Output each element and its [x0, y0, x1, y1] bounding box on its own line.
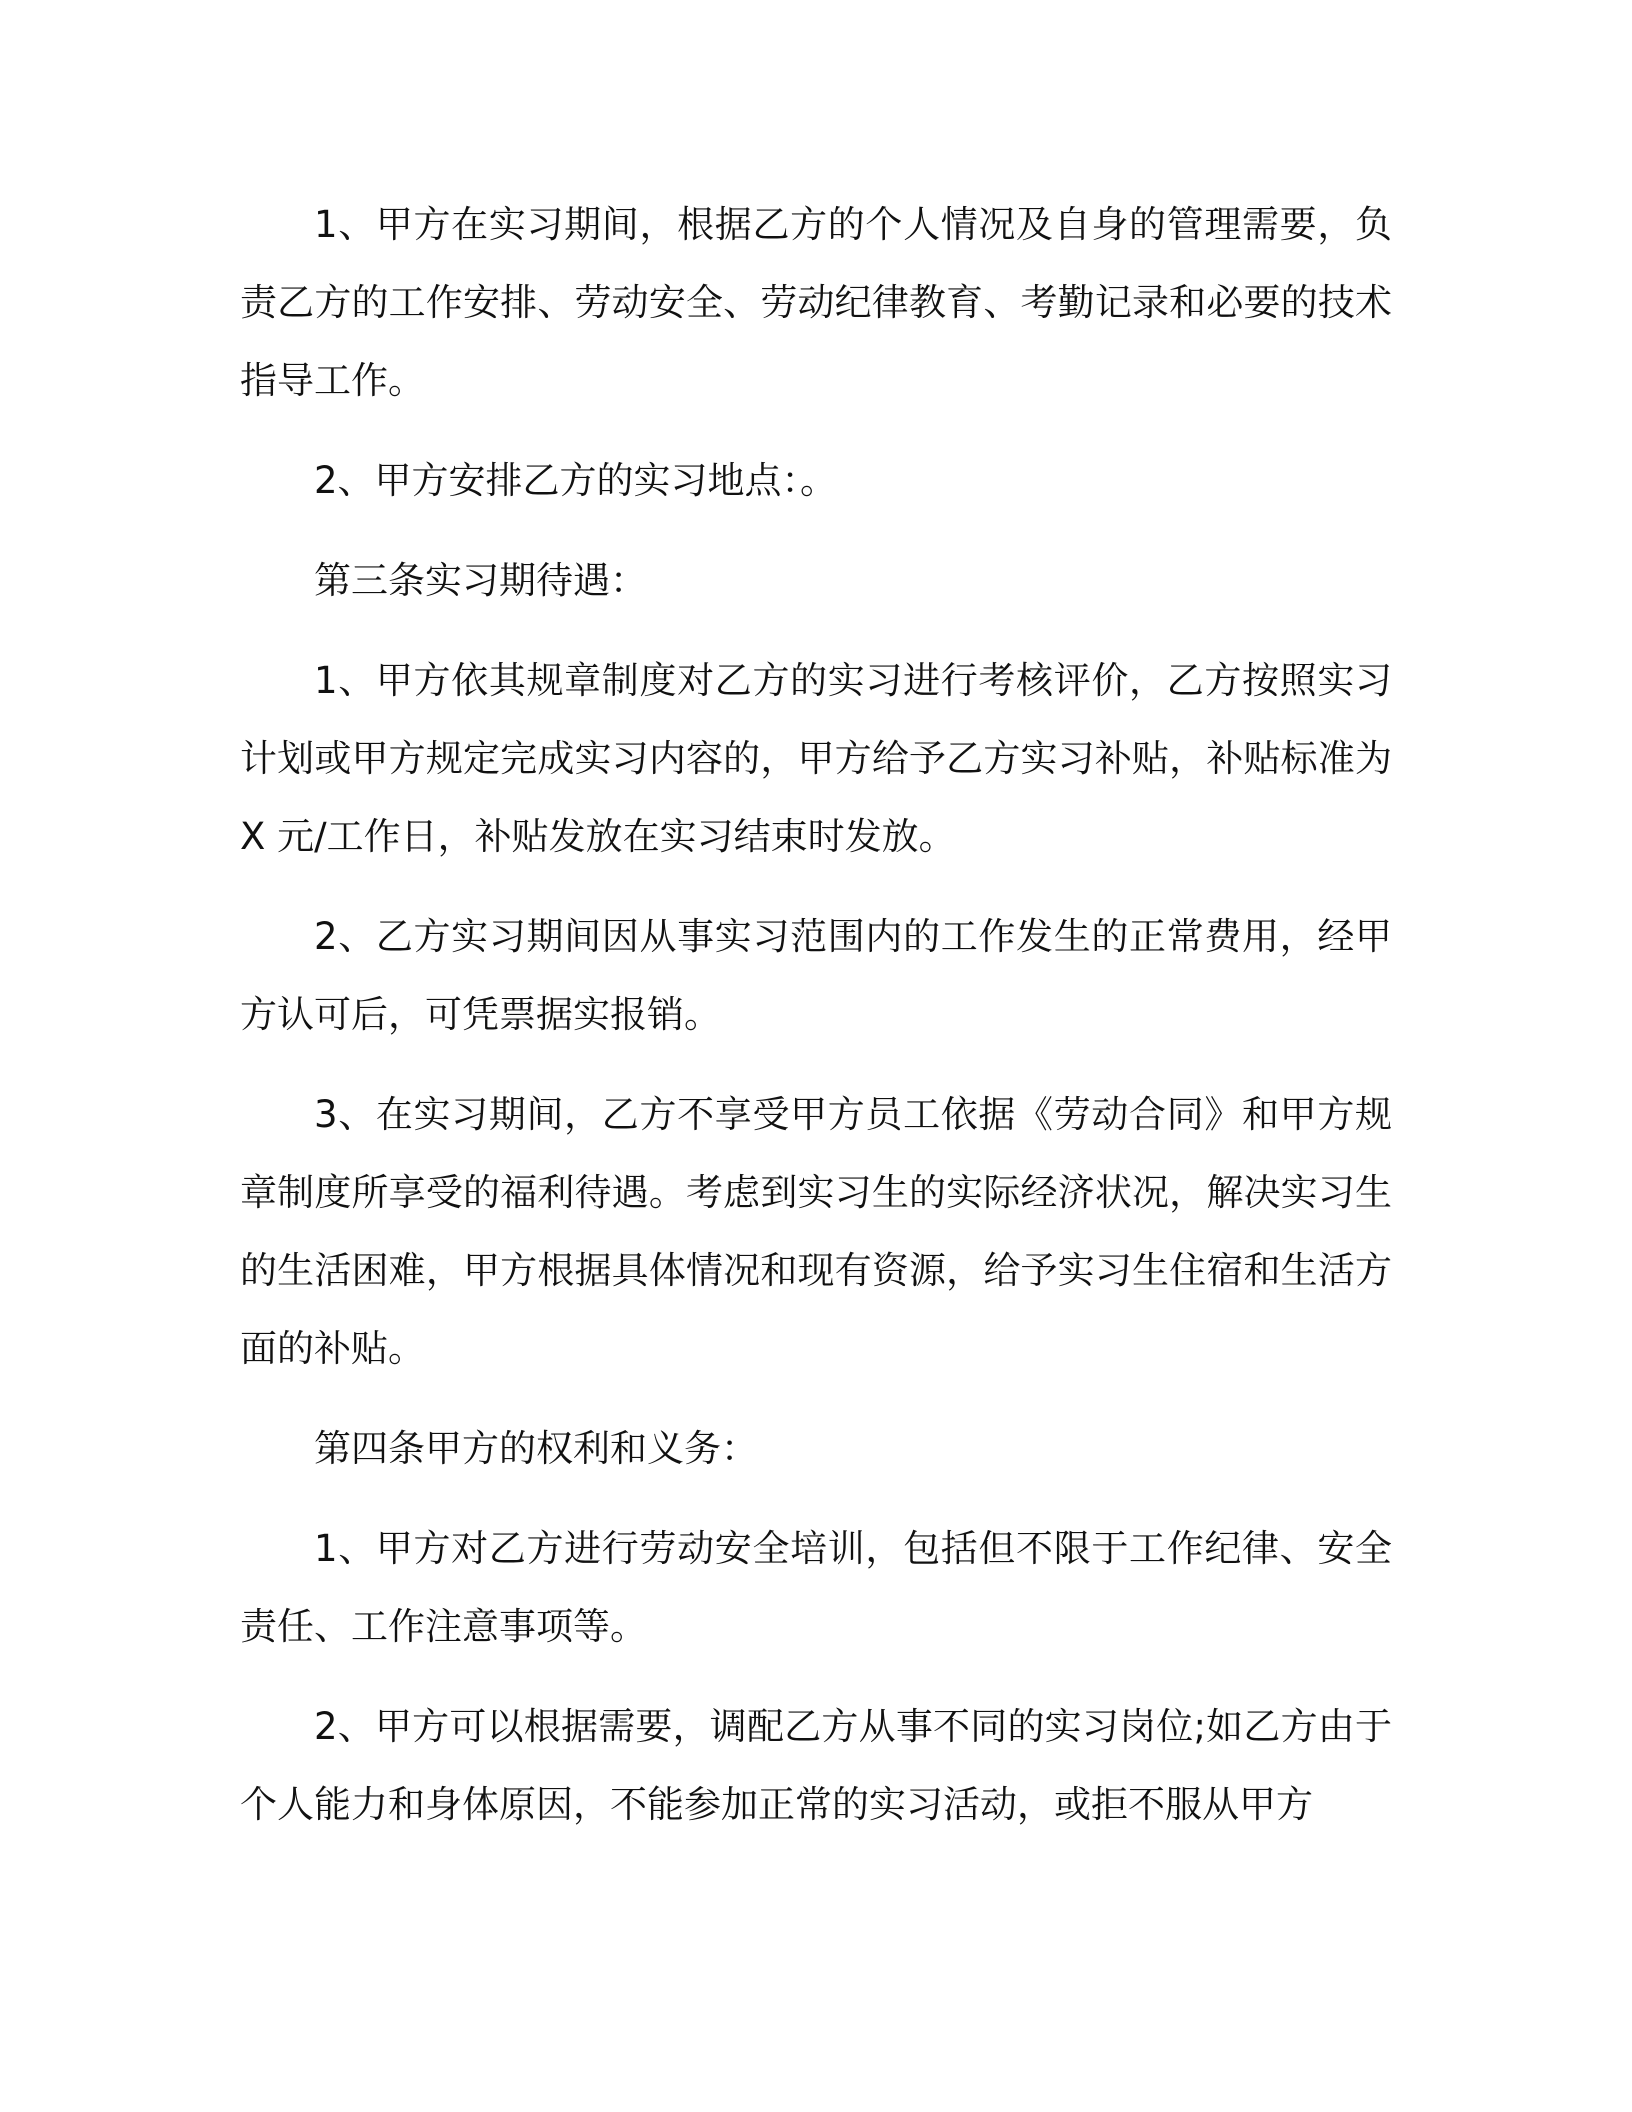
- paragraph-duty-arrangement: 1、甲方在实习期间，根据乙方的个人情况及自身的管理需要，负责乙方的工作安排、劳动安全、劳动纪律教育、考勤记录和必要的技术指导工作。: [240, 203, 1392, 402]
- paragraph-internship-location: 2、甲方安排乙方的实习地点：。: [314, 459, 838, 502]
- section-heading-article-4: 第四条甲方的权利和义务：: [314, 1427, 758, 1470]
- section-heading-article-3: 第三条实习期待遇：: [314, 559, 647, 602]
- paragraph-safety-training: 1、甲方对乙方进行劳动安全培训，包括但不限于工作纪律、安全责任、工作注意事项等。: [240, 1527, 1392, 1648]
- paragraph-expense-reimbursement: 2、乙方实习期间因从事实习范围内的工作发生的正常费用，经甲方认可后，可凭票据实报销。: [240, 915, 1392, 1036]
- paragraph-welfare: 3、在实习期间，乙方不享受甲方员工依据《劳动合同》和甲方规章制度所享受的福利待遇。考虑到实习生的实际经济状况，解决实习生的生活困难，甲方根据具体情况和现有资源，给予实习生住宿和生活方面的补贴。: [240, 1093, 1392, 1370]
- paragraph-subsidy-standard: 1、甲方依其规章制度对乙方的实习进行考核评价，乙方按照实习计划或甲方规定完成实习内容的，甲方给予乙方实习补贴，补贴标准为 X 元/工作日，补贴发放在实习结束时发放。: [240, 659, 1392, 858]
- paragraph-position-adjustment: 2、甲方可以根据需要，调配乙方从事不同的实习岗位;如乙方由于个人能力和身体原因，不能参加正常的实习活动，或拒不服从甲方: [240, 1705, 1392, 1826]
